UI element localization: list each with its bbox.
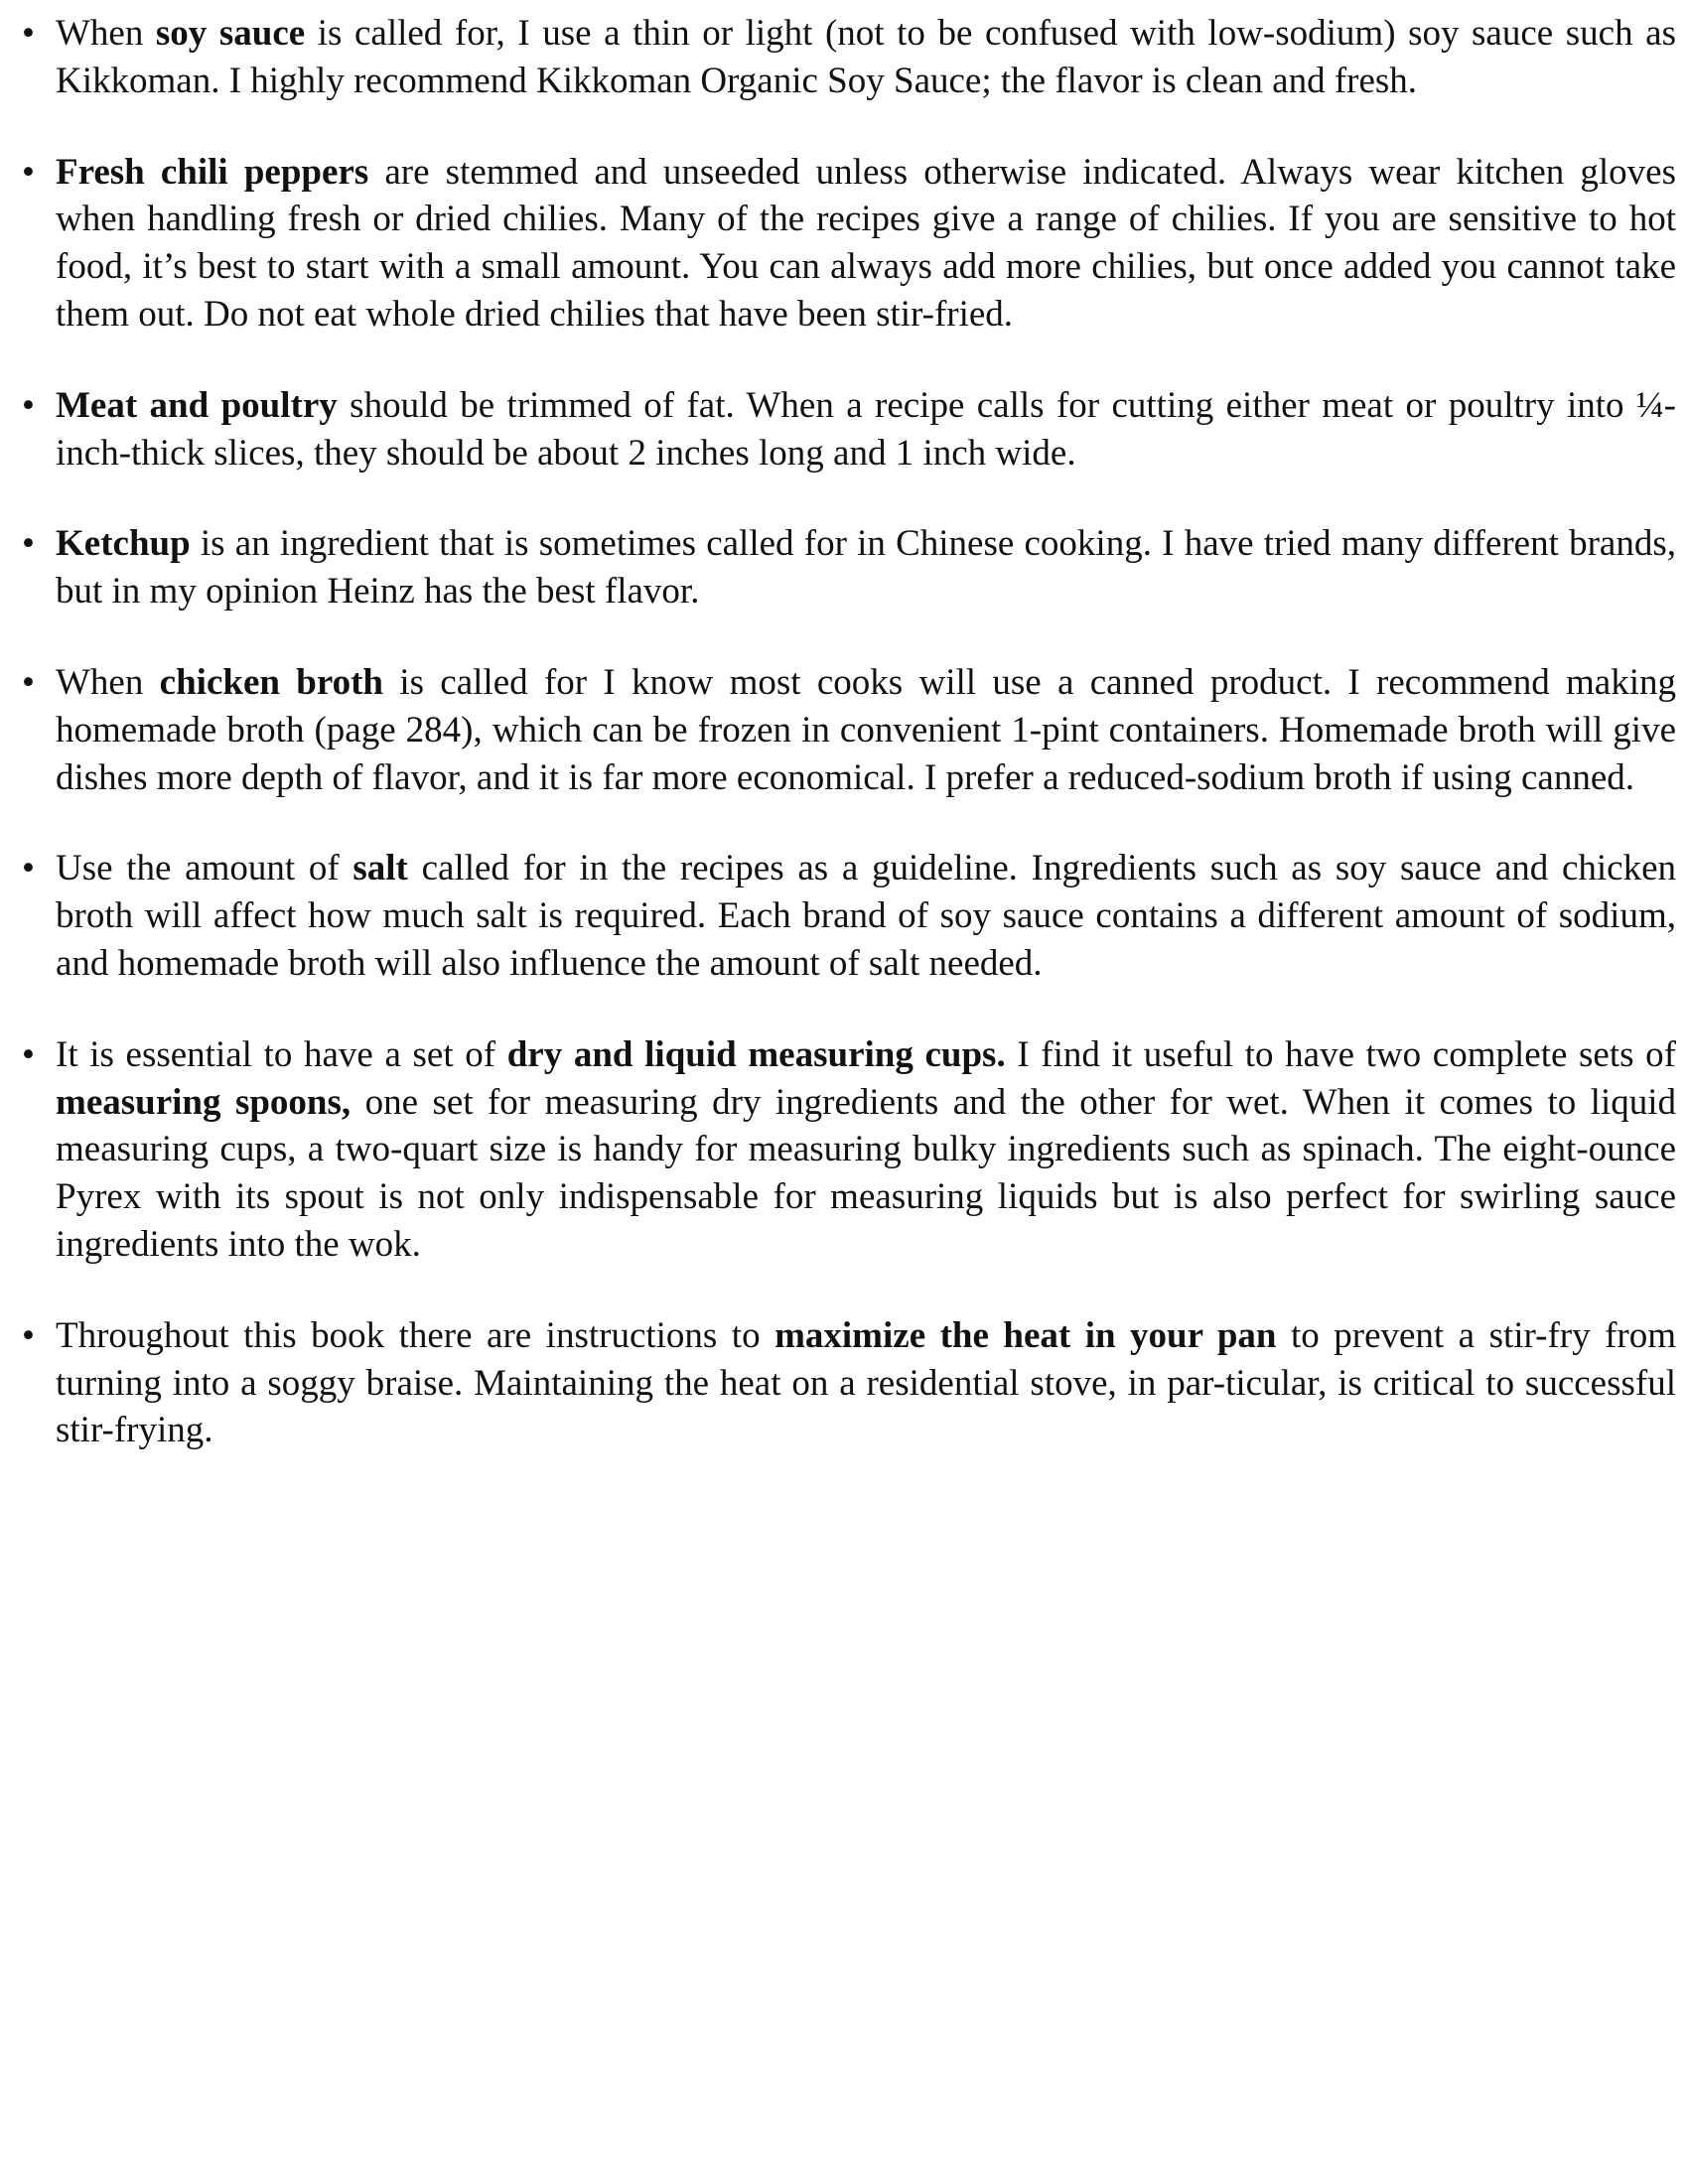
bullet-icon: • bbox=[22, 151, 35, 193]
bullet-item bbox=[22, 659, 1676, 801]
bullet-item bbox=[22, 1031, 1676, 1269]
bullet-icon: • bbox=[22, 1314, 35, 1356]
bullet-icon: • bbox=[22, 523, 35, 565]
document-page bbox=[22, 10, 1676, 1498]
bold-term: Ketchup bbox=[56, 523, 191, 565]
bullet-item bbox=[22, 149, 1676, 339]
bullet-icon: • bbox=[22, 1033, 35, 1075]
body-text: Throughout this book there are instructions to bbox=[56, 1314, 775, 1356]
body-text: is an ingredient that is sometimes called for in Chinese cooking. I have tried many different brands, but in my opinion Heinz has the best flavor. bbox=[56, 523, 1676, 613]
bullet-icon: • bbox=[22, 13, 35, 54]
bullet-item bbox=[22, 1312, 1676, 1454]
bold-term: salt bbox=[352, 848, 408, 889]
bullet-item bbox=[22, 520, 1676, 615]
bold-term: maximize the heat in your pan bbox=[774, 1314, 1277, 1356]
bullet-icon: • bbox=[22, 661, 35, 703]
body-text: Use the amount of bbox=[56, 848, 353, 889]
bold-term: Fresh chili peppers bbox=[56, 151, 369, 193]
bullet-icon: • bbox=[22, 848, 35, 889]
body-text: It is essential to have a set of bbox=[56, 1033, 507, 1075]
body-text: should be trimmed of fat. When a recipe calls for cutting either meat or poultry into ¼-inch-thick slices, they should be about 2 inches long and 1 inch wide. bbox=[56, 384, 1677, 474]
bold-term: measuring spoons, bbox=[56, 1081, 352, 1123]
body-text: I find it useful to have two complete sets of bbox=[1005, 1033, 1676, 1075]
body-text: When bbox=[56, 661, 160, 703]
bold-term: Meat and poultry bbox=[56, 384, 338, 426]
body-text: to prevent a stir-fry from turning into a soggy braise. Maintaining the heat on a residential stove, in par-ticular, is critical to successful stir-frying. bbox=[56, 1314, 1676, 1451]
body-text: When bbox=[56, 13, 156, 54]
body-text: is called for I know most cooks will use a canned product. I recommend making homemade broth (page 284), which can be frozen in convenient 1-pint containers. Homemade broth will give dishes more depth of flavor, and it is far more economical. I prefer a reduced-sodium broth if using canned. bbox=[56, 661, 1676, 798]
bold-term: dry and liquid measuring cups. bbox=[506, 1033, 1006, 1075]
bullet-item bbox=[22, 382, 1676, 478]
body-text: one set for measuring dry ingredients and the other for wet. When it comes to liquid measuring cups, a two-quart size is handy for measuring bulky ingredients such as spinach. The eight-ounce Pyrex with its spout is not only indispensable for measuring liquids but is also perfect for swirling sauce ingredients into the wok. bbox=[56, 1081, 1676, 1265]
bold-term: soy sauce bbox=[155, 13, 306, 54]
body-text: called for in the recipes as a guideline. Ingredients such as soy sauce and chicken broth will affect how much salt is required. Each brand of soy sauce contains a different amount of sodium, and homemade broth will also influence the amount of salt needed. bbox=[56, 848, 1676, 984]
body-text: are stemmed and unseeded unless otherwise indicated. Always wear kitchen gloves when handling fresh or dried chilies. Many of the recipes give a range of chilies. If you are sensitive to hot food, it’s best to start with a small amount. You can always add more chilies, but once added you cannot take them out. Do not eat whole dried chilies that have been stir-fried. bbox=[56, 151, 1676, 335]
bullet-icon: • bbox=[22, 384, 35, 426]
bullet-item bbox=[22, 845, 1676, 987]
bold-term: chicken broth bbox=[159, 661, 383, 703]
body-text: is called for, I use a thin or light (not to be confused with low-sodium) soy sauce such as Kikkoman. I highly recommend Kikkoman Organic Soy Sauce; the flavor is clean and fresh. bbox=[56, 13, 1676, 101]
bullet-item bbox=[22, 10, 1676, 105]
